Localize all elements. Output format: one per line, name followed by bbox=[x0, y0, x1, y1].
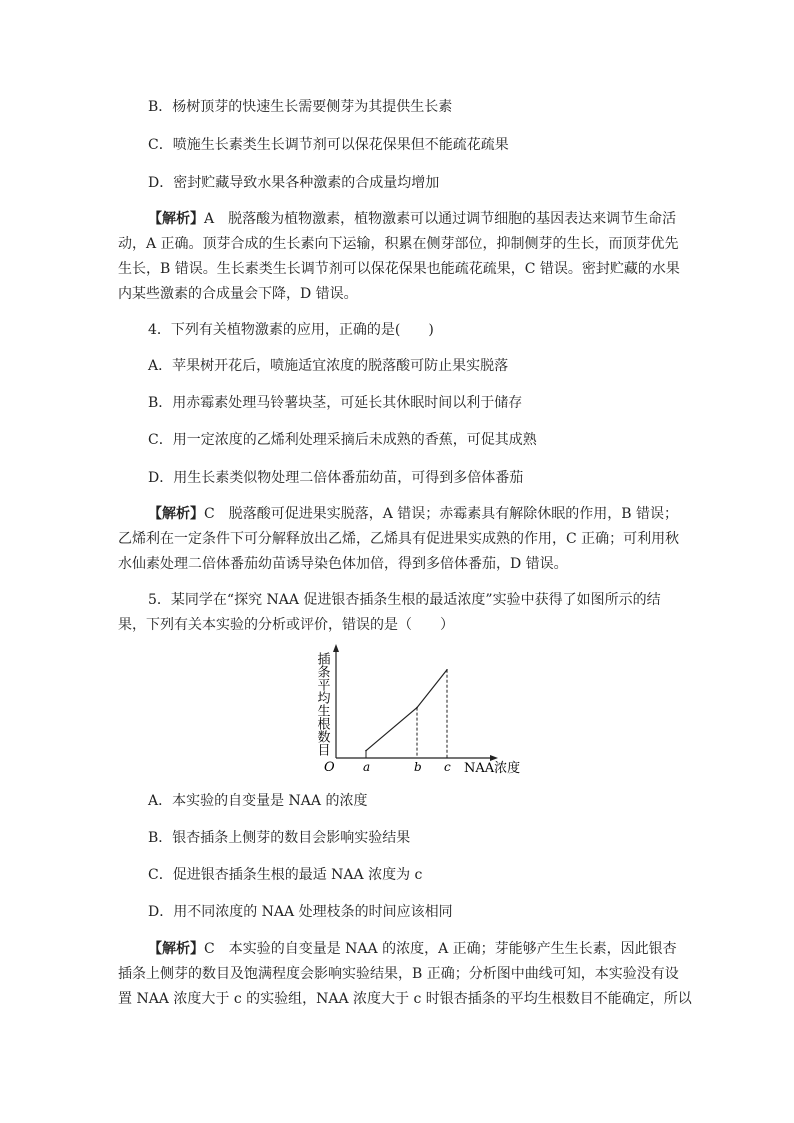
chart-figure bbox=[314, 638, 521, 778]
q4-option-c: C．用一定浓度的乙烯利处理采摘后未成熟的香蕉，可促其成熟 bbox=[148, 432, 537, 448]
q3-analysis-line-3: 生长，B 错误。生长素类生长调节剂可以保花保果也能疏花疏果，C 错误。密封贮藏的水果 bbox=[118, 261, 680, 277]
q3-analysis-line-4: 内某些激素的合成量会下降，D 错误。 bbox=[118, 286, 358, 302]
q5-option-b: B．银杏插条上侧芽的数目会影响实验结果 bbox=[148, 830, 411, 846]
q5-option-a: A．本实验的自变量是 NAA 的浓度 bbox=[148, 793, 368, 809]
q4-analysis-line-3: 水仙素处理二倍体番茄幼苗诱导染色体加倍，得到多倍体番茄，D 错误。 bbox=[118, 556, 568, 572]
q5-stem-line-2: 果，下列有关本实验的分析或评价，错误的是（ ） bbox=[118, 617, 454, 633]
q5-analysis-line-3: 置 NAA 浓度大于 c 的实验组，NAA 浓度大于 c 时银杏插条的平均生根数目不能确定，所以 bbox=[118, 991, 692, 1007]
q3-option-c: C．喷施生长素类生长调节剂可以保花保果但不能疏花疏果 bbox=[148, 137, 509, 153]
q4-option-b: B．用赤霉素处理马铃薯块茎，可延长其休眠时间以利于储存 bbox=[148, 395, 523, 411]
q5-option-d: D．用不同浓度的 NAA 处理枝条的时间应该相同 bbox=[148, 904, 453, 920]
q3-analysis-line-2: 动，A 正确。顶芽合成的生长素向下运输，积累在侧芽部位，抑制侧芽的生长，而顶芽优先 bbox=[118, 236, 679, 252]
q5-analysis-line-1 bbox=[148, 938, 677, 960]
q3-option-d: D．密封贮藏导致水果各种激素的合成量均增加 bbox=[148, 175, 440, 191]
q5-analysis-line-2: 插条上侧芽的数目及饱满程度会影响实验结果，B 正确；分析图中曲线可知，本实验没有设 bbox=[118, 966, 679, 982]
q5-analysis-text-1: C 本实验的自变量是 NAA 的浓度，A 正确；芽能够产生生长素，因此银杏 bbox=[204, 941, 677, 957]
q3-option-b: B．杨树顶芽的快速生长需要侧芽为其提供生长素 bbox=[148, 99, 453, 115]
x-tick-label-a: a bbox=[363, 760, 371, 774]
q4-option-d: D．用生长素类似物处理二倍体番茄幼苗，可得到多倍体番茄 bbox=[148, 470, 524, 486]
x-tick-label-c: c bbox=[444, 760, 451, 774]
q4-analysis-text-1: C 脱落酸可促进果实脱落，A 错误；赤霉素具有解除休眠的作用，B 错误； bbox=[204, 506, 679, 522]
origin-label: O bbox=[324, 760, 335, 775]
analysis-label: 【解析】 bbox=[148, 941, 204, 957]
q3-analysis-text-1: A 脱落酸为植物激素，植物激素可以通过调节细胞的基因表达来调节生命活 bbox=[204, 211, 677, 227]
x-axis-label: NAA浓度 bbox=[464, 761, 521, 776]
q4-stem: 4．下列有关植物激素的应用，正确的是( ) bbox=[148, 322, 434, 338]
q4-analysis-line-1 bbox=[148, 503, 678, 525]
analysis-label: 【解析】 bbox=[148, 506, 204, 522]
series-line bbox=[366, 670, 447, 751]
y-axis-label: 插条平均生根数目 bbox=[314, 652, 330, 756]
q3-analysis-line-1 bbox=[148, 208, 676, 230]
y-axis-arrow bbox=[333, 644, 339, 652]
q4-analysis-line-2: 乙烯利在一定条件下可分解释放出乙烯，乙烯具有促进果实成熟的作用，C 正确；可利用秋 bbox=[118, 531, 680, 547]
q5-stem-line-1: 5．某同学在“探究 NAA 促进银杏插条生根的最适浓度”实验中获得了如图所示的结 bbox=[148, 592, 661, 608]
q4-option-a: A．苹果树开花后，喷施适宜浓度的脱落酸可防止果实脱落 bbox=[148, 358, 509, 374]
line-chart bbox=[314, 638, 521, 778]
analysis-label: 【解析】 bbox=[148, 211, 204, 227]
x-tick-label-b: b bbox=[414, 760, 422, 774]
q5-option-c: C．促进银杏插条生根的最适 NAA 浓度为 c bbox=[148, 867, 423, 883]
